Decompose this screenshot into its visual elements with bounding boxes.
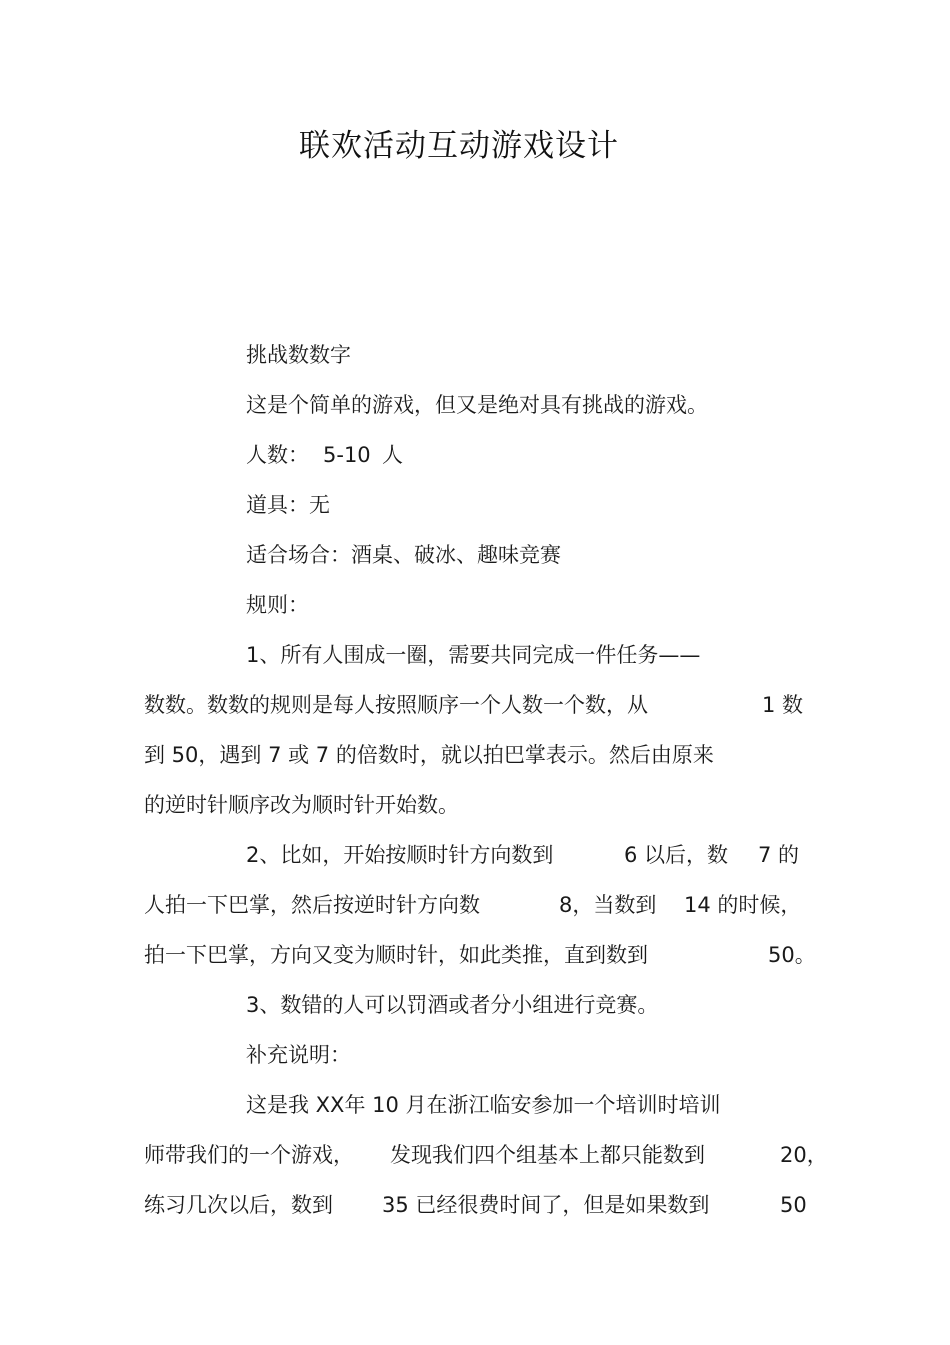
supplement-line2-mid: 发现我们四个组基本上都只能数到 [390,1143,705,1167]
rule1-line2 [144,691,814,719]
supplement-line2-text: 师带我们的一个游戏， [144,1143,354,1167]
rule2-line1-text: 2、比如，开始按顺时针方向数到 [246,843,554,867]
rule2-line3-tail: 50。 [768,943,816,967]
rule1-line4: 的逆时针顺序改为顺时针开始数。 [144,793,459,817]
supplement-line3-mid: 35 已经很费时间了，但是如果数到 [382,1193,710,1217]
players-label: 人数： [246,443,309,467]
rule2-line3 [144,941,824,969]
document-title: 联欢活动互动游戏设计 [299,128,619,164]
players-unit: 人 [382,443,403,467]
rule2-line2-mid: 8，当数到 [559,893,657,917]
intro-text: 这是个简单的游戏，但又是绝对具有挑战的游戏。 [246,393,708,417]
rule2-line1-mid: 6 以后，数 [624,843,729,867]
supplement-line3-text: 练习几次以后，数到 [144,1193,333,1217]
rule1-line2-tail: 1 数 [762,693,804,717]
players-value: 5-10 [323,443,371,467]
players-line [246,441,446,469]
rule1-line2-text: 数数。数数的规则是每人按照顺序一个人数一个数，从 [144,693,648,717]
rule2-line2 [144,891,814,919]
rule2-line2-tail: 14 的时候， [684,893,802,917]
props-text: 道具：无 [246,493,330,517]
rule2-line1 [246,841,816,869]
game-heading: 挑战数数字 [246,343,351,367]
rules-label: 规则： [246,593,309,617]
rule2-line2-text: 人拍一下巴掌，然后按逆时针方向数 [144,893,480,917]
supplement-line1: 这是我 XX年 10 月在浙江临安参加一个培训时培训 [246,1093,721,1117]
rule3-text: 3、数错的人可以罚酒或者分小组进行竞赛。 [246,993,659,1017]
supplement-line2 [144,1141,834,1169]
supplement-line3 [144,1191,824,1219]
supplement-label: 补充说明： [246,1043,351,1067]
rule2-line3-text: 拍一下巴掌，方向又变为顺时针，如此类推，直到数到 [144,943,648,967]
rule2-line1-tail: 7 的 [758,843,800,867]
supplement-line2-tail: 20， [780,1143,828,1167]
rule1-line3: 到 50，遇到 7 或 7 的倍数时，就以拍巴掌表示。然后由原来 [144,743,714,767]
occasions-text: 适合场合：酒桌、破冰、趣味竞赛 [246,543,561,567]
rule1-line1: 1、所有人围成一圈，需要共同完成一件任务—— [246,643,701,667]
supplement-line3-tail: 50 [780,1193,807,1217]
